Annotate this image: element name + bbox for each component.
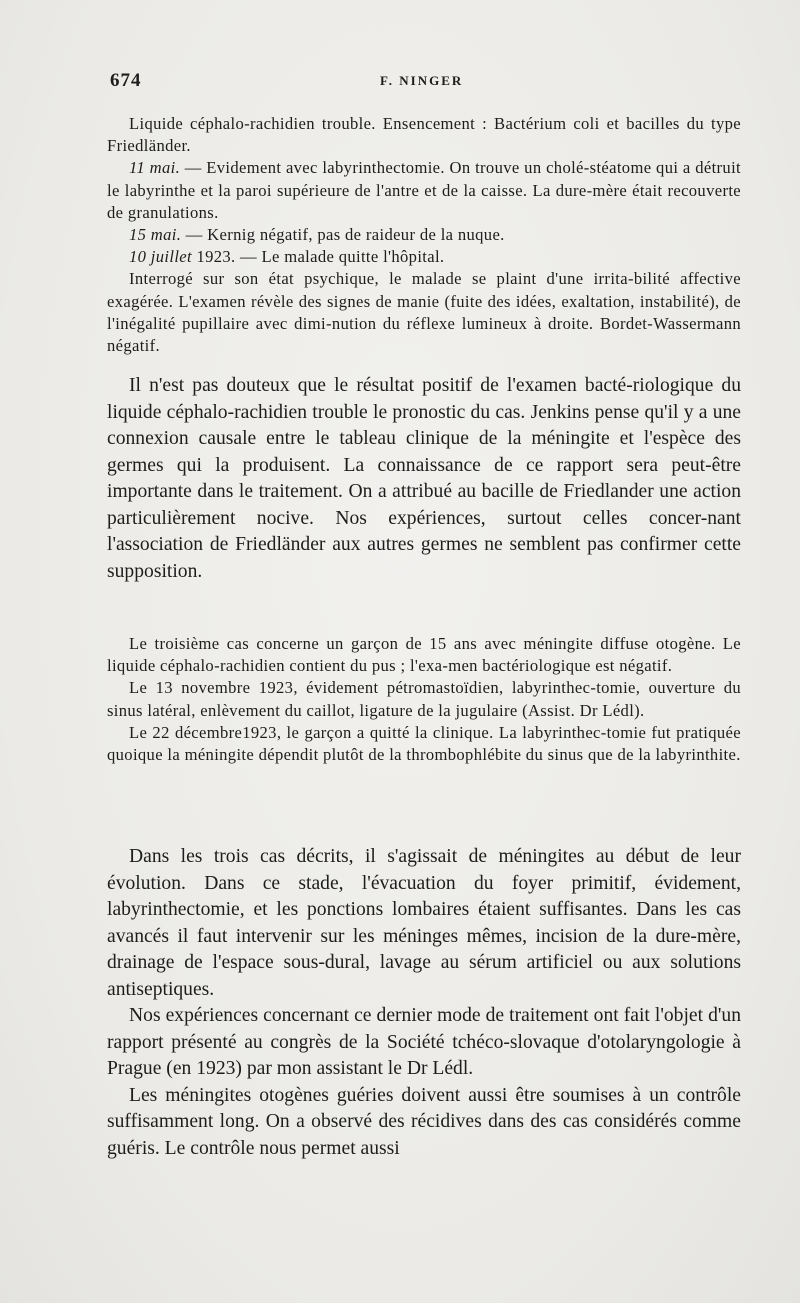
conclusion-paragraph: Les méningites otogènes guéries doivent aussi être soumises à un contrôle suffisamment long. On a observé des récidives dans des cas considérés comme guéris. Le contrôle nous permet aussi — [107, 1084, 741, 1159]
case-paragraph: Interrogé sur son état psychique, le malade se plaint d'une irrita-bilité affective exagérée. L'examen révèle des signes de manie (fuite des idées, exaltation, instabilité), de l'inégalité pupillaire avec dimi-nution du réflexe lumineux à droite. Bordet-Wassermann négatif. — [107, 269, 741, 356]
date-label: 11 mai. — [129, 158, 181, 178]
page-number: 674 — [110, 70, 142, 91]
conclusion-paragraph: Nos expériences concernant ce dernier mode de traitement ont fait l'objet d'un rapport présenté au congrès de la Société tchéco-slovaque d'otolaryngologie à Prague (en 1923) par mon assistant le Dr Lédl. — [107, 1005, 741, 1079]
case-paragraph: 15 mai. — Kernig négatif, pas de raideur de la nuque. — [129, 225, 505, 245]
case-report-section — [107, 113, 741, 357]
case-paragraph: Liquide céphalo-rachidien trouble. Ensencement : Bactérium coli et bacilles du type Friedländer. — [107, 114, 741, 156]
conclusion-section — [107, 844, 741, 1162]
third-case-paragraph: Le 22 décembre1923, le garçon a quitté la clinique. La labyrinthec-tomie fut pratiquée quoique la méningite dépendit plutôt de la thrombophlébite du sinus que de la labyrinthite. — [107, 722, 741, 765]
case-paragraph: 10 juillet 1923. — Le malade quitte l'hôpital. — [129, 247, 445, 267]
conclusion-paragraph: Dans les trois cas décrits, il s'agissait de méningites au début de leur évolution. Dans ce stade, l'évacuation du foyer primitif, évidement, labyrinthectomie, et les ponctions lombaires étaient suffisantes. Dans les cas avancés il faut intervenir sur les méninges mêmes, incision de la dure-mère, drainage de l'espace sous-dural, lavage au sérum artificiel ou aux solutions antiseptiques. — [107, 846, 741, 1000]
date-label: 10 juillet — [129, 247, 192, 267]
third-case-section — [107, 633, 741, 766]
case-paragraph: 11 mai. — Evidement avec labyrinthectomie. On trouve un cholé-stéatome qui a détruit le labyrinthe et la paroi supérieure de l'antre et de la caisse. La dure-mère était recouverte de granulations. — [107, 158, 742, 222]
date-label: 15 mai. — [129, 225, 182, 245]
third-case-paragraph: Le 13 novembre 1923, évidement pétromastoïdien, labyrinthec-tomie, ouverture du sinus latéral, enlèvement du caillot, ligature de la jugulaire (Assist. Dr Lédl). — [107, 678, 741, 720]
page-header — [110, 70, 750, 94]
third-case-paragraph: Le troisième cas concerne un garçon de 15 ans avec méningite diffuse otogène. Le liquide céphalo-rachidien contient du pus ; l'exa-men bactériologique est négatif. — [107, 634, 741, 676]
discussion-paragraph: Il n'est pas douteux que le résultat positif de l'examen bacté-riologique du liquide céphalo-rachidien trouble le pronostic du cas. Jenkins pense qu'il y a une connexion causale entre le tableau clinique de la méningite et l'espèce des germes qui la produisent. La connaissance de ce rapport sera peut-être importante dans le traitement. On a attribué au bacille de Friedlander une action particulièrement nocive. Nos expériences, surtout celles concer-nant l'association de Friedländer aux autres germes ne semblent pas confirmer cette supposition. — [107, 375, 741, 582]
running-head: F. NINGER — [380, 73, 464, 88]
discussion-section — [107, 373, 741, 585]
